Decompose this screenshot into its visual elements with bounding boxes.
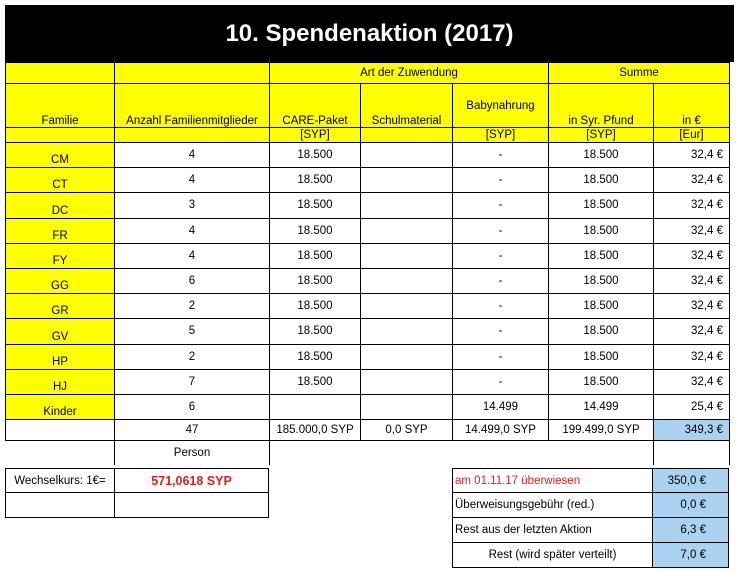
cell-familie: FR [6, 218, 115, 243]
exchange-value: 571,0618 SYP [114, 468, 269, 493]
cell-care: 18.500 [270, 268, 361, 293]
cell-syp: 18.500 [549, 294, 654, 319]
summary-block [452, 468, 729, 568]
cell-eur: 25,4 € [654, 394, 730, 419]
cell-baby: - [453, 319, 549, 344]
cell-anzahl: 7 [115, 369, 270, 394]
cell-anzahl: 4 [115, 218, 270, 243]
person-label: Person [115, 441, 270, 465]
cell-syp: 18.500 [549, 168, 654, 193]
summary-value-transfer: 350,0 € [652, 468, 729, 493]
cell-schul [361, 218, 453, 243]
cell-schul [361, 243, 453, 268]
cell-baby: - [453, 193, 549, 218]
cell-baby: - [453, 218, 549, 243]
cell-schul [361, 319, 453, 344]
group-header-summe: Summe [549, 63, 730, 84]
col-header-care: CARE-Paket [270, 84, 361, 128]
table-row [6, 319, 730, 344]
table-row [6, 143, 730, 168]
unit-blank-anzahl [115, 128, 270, 143]
cell-baby: - [453, 143, 549, 168]
table-row [6, 193, 730, 218]
total-care: 185.000,0 SYP [270, 420, 361, 441]
total-baby: 14.499,0 SYP [453, 420, 549, 441]
total-blank [6, 420, 115, 441]
unit-eur: [Eur] [654, 128, 730, 143]
exchange-block [5, 468, 269, 518]
table-row [6, 218, 730, 243]
cell-syp: 18.500 [549, 143, 654, 168]
table-row [6, 294, 730, 319]
cell-anzahl: 4 [115, 143, 270, 168]
cell-familie: GG [6, 268, 115, 293]
cell-anzahl: 2 [115, 344, 270, 369]
cell-eur: 32,4 € [654, 243, 730, 268]
cell-anzahl: 6 [115, 394, 270, 419]
unit-blank-familie [6, 128, 115, 143]
donation-table [5, 62, 730, 465]
table-row [6, 369, 730, 394]
cell-familie: HP [6, 344, 115, 369]
cell-schul [361, 143, 453, 168]
cell-baby: - [453, 344, 549, 369]
unit-syp: [SYP] [549, 128, 654, 143]
cell-schul [361, 193, 453, 218]
cell-schul [361, 268, 453, 293]
summary-value-rest-later: 7,0 € [652, 542, 729, 568]
summary-label-rest-last: Rest aus der letzten Aktion [452, 517, 653, 543]
cell-syp: 14.499 [549, 394, 654, 419]
person-row-gap [270, 441, 654, 465]
unit-care: [SYP] [270, 128, 361, 143]
cell-syp: 18.500 [549, 218, 654, 243]
total-schul: 0,0 SYP [361, 420, 453, 441]
cell-baby: 14.499 [453, 394, 549, 419]
cell-eur: 32,4 € [654, 344, 730, 369]
page-title: 10. Spendenaktion (2017) [5, 5, 734, 62]
cell-eur: 32,4 € [654, 369, 730, 394]
cell-schul [361, 168, 453, 193]
cell-anzahl: 5 [115, 319, 270, 344]
cell-care: 18.500 [270, 369, 361, 394]
cell-familie: GV [6, 319, 115, 344]
cell-syp: 18.500 [549, 268, 654, 293]
cell-anzahl: 4 [115, 243, 270, 268]
cell-syp: 18.500 [549, 193, 654, 218]
cell-eur: 32,4 € [654, 294, 730, 319]
cell-schul [361, 394, 453, 419]
cell-syp: 18.500 [549, 369, 654, 394]
cell-anzahl: 6 [115, 268, 270, 293]
total-eur: 349,3 € [654, 420, 730, 441]
exchange-label: Wechselkurs: 1€= [5, 468, 115, 493]
cell-eur: 32,4 € [654, 168, 730, 193]
col-header-eur: in € [654, 84, 730, 128]
cell-familie: CM [6, 143, 115, 168]
summary-label-transfer: am 01.11.17 überwiesen [452, 468, 653, 493]
cell-anzahl: 4 [115, 168, 270, 193]
exchange-empty-2 [114, 492, 269, 518]
header-blank-familie [6, 63, 115, 84]
total-anzahl: 47 [115, 420, 270, 441]
col-header-syp: in Syr. Pfund [549, 84, 654, 128]
cell-eur: 32,4 € [654, 268, 730, 293]
cell-care: 18.500 [270, 218, 361, 243]
summary-value-rest-last: 6,3 € [652, 517, 729, 543]
cell-baby: - [453, 243, 549, 268]
cell-schul [361, 369, 453, 394]
cell-eur: 32,4 € [654, 193, 730, 218]
summary-value-fee: 0,0 € [652, 492, 729, 518]
person-row-blank [6, 441, 115, 465]
header-blank-anzahl [115, 63, 270, 84]
cell-familie: GR [6, 294, 115, 319]
person-row-eur-blank [654, 441, 730, 465]
table-row [6, 394, 730, 419]
unit-blank-schul [361, 128, 453, 143]
group-header-zuwendung: Art der Zuwendung [270, 63, 549, 84]
table-row [6, 243, 730, 268]
exchange-empty-1 [5, 492, 115, 518]
cell-care: 18.500 [270, 193, 361, 218]
cell-care: 18.500 [270, 294, 361, 319]
table-row [6, 344, 730, 369]
table-row [6, 268, 730, 293]
cell-familie: Kinder [6, 394, 115, 419]
cell-baby: - [453, 294, 549, 319]
cell-care: 18.500 [270, 143, 361, 168]
cell-syp: 18.500 [549, 344, 654, 369]
cell-familie: HJ [6, 369, 115, 394]
cell-syp: 18.500 [549, 319, 654, 344]
cell-eur: 32,4 € [654, 143, 730, 168]
cell-baby: - [453, 268, 549, 293]
cell-anzahl: 3 [115, 193, 270, 218]
col-header-familie: Familie [6, 84, 115, 128]
cell-baby: - [453, 168, 549, 193]
cell-care: 18.500 [270, 319, 361, 344]
cell-care: 18.500 [270, 168, 361, 193]
cell-care: 18.500 [270, 344, 361, 369]
summary-label-rest-later: Rest (wird später verteilt) [452, 542, 653, 568]
summary-label-fee: Überweisungsgebühr (red.) [452, 492, 653, 518]
cell-care [270, 394, 361, 419]
col-header-anzahl: Anzahl Familienmitglieder [115, 84, 270, 128]
cell-schul [361, 294, 453, 319]
unit-baby: [SYP] [453, 128, 549, 143]
cell-care: 18.500 [270, 243, 361, 268]
cell-eur: 32,4 € [654, 218, 730, 243]
cell-syp: 18.500 [549, 243, 654, 268]
cell-baby: - [453, 369, 549, 394]
col-header-schul: Schulmaterial [361, 84, 453, 128]
cell-familie: FY [6, 243, 115, 268]
cell-schul [361, 344, 453, 369]
cell-familie: CT [6, 168, 115, 193]
table-row [6, 168, 730, 193]
col-header-baby: Babynahrung [453, 84, 549, 128]
cell-anzahl: 2 [115, 294, 270, 319]
cell-familie: DC [6, 193, 115, 218]
cell-eur: 32,4 € [654, 319, 730, 344]
total-syp: 199.499,0 SYP [549, 420, 654, 441]
